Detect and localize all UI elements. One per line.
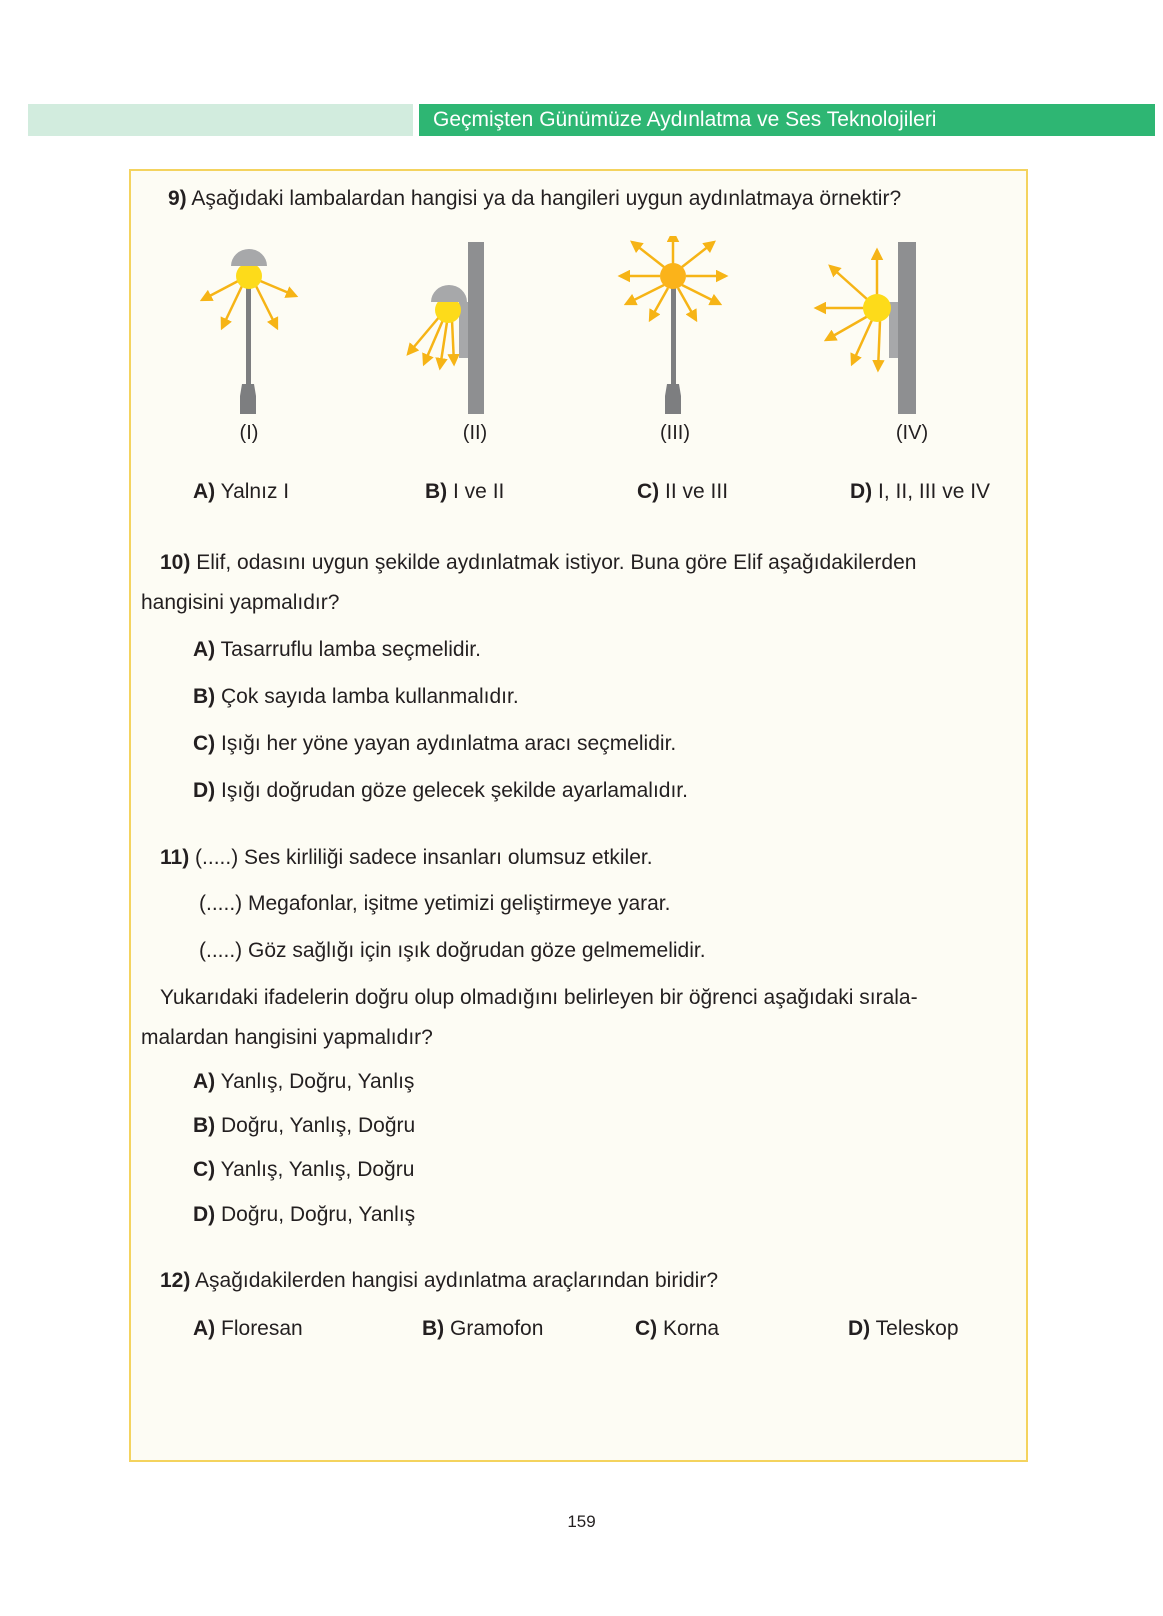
lamp-iv xyxy=(816,242,916,414)
q10-option-c[interactable]: C) Işığı her yöne yayan aydınlatma aracı seçmelidir. xyxy=(193,732,677,755)
header-left-band xyxy=(28,104,413,136)
page-number: 159 xyxy=(567,1512,596,1531)
q11-option-b[interactable]: B) Doğru, Yanlış, Doğru xyxy=(193,1114,416,1137)
q11-statement-2: (.....) Megafonlar, işitme yetimizi geliştirmeye yarar. xyxy=(199,892,671,915)
lamp-i xyxy=(202,249,296,414)
q10-option-a[interactable]: A) Tasarruflu lamba seçmelidir. xyxy=(193,638,481,661)
question-11: 11) (.....) Ses kirliliği sadece insanları olumsuz etkiler. xyxy=(160,846,653,869)
question-11-stem-line2: malardan hangisini yapmalıdır? xyxy=(141,1026,433,1049)
q12-option-b[interactable]: B) Gramofon xyxy=(422,1317,544,1340)
chapter-title: Geçmişten Günümüze Aydınlatma ve Ses Teknolojileri xyxy=(433,108,937,131)
q12-option-d[interactable]: D) Teleskop xyxy=(848,1317,959,1340)
q11-option-a[interactable]: A) Yanlış, Doğru, Yanlış xyxy=(193,1070,415,1093)
question-12: 12) Aşağıdakilerden hangisi aydınlatma araçlarından biridir? xyxy=(160,1269,719,1292)
q12-option-c[interactable]: C) Korna xyxy=(635,1317,720,1340)
question-11-stem: Yukarıdaki ifadelerin doğru olup olmadığını belirleyen bir öğrenci aşağıdaki sırala- xyxy=(160,986,918,1009)
q11-statement-3: (.....) Göz sağlığı için ışık doğrudan göze gelmemelidir. xyxy=(199,939,706,962)
lamps-figure xyxy=(180,236,1010,426)
lamp-label-iii: (III) xyxy=(660,422,690,444)
q10-option-b[interactable]: B) Çok sayıda lamba kullanmalıdır. xyxy=(193,685,519,708)
q9-option-d[interactable]: D) I, II, III ve IV xyxy=(850,480,991,503)
question-10: 10) Elif, odasını uygun şekilde aydınlatmak istiyor. Buna göre Elif aşağıdakilerden xyxy=(160,551,917,574)
q11-option-c[interactable]: C) Yanlış, Yanlış, Doğru xyxy=(193,1158,415,1181)
lamp-iii xyxy=(620,236,726,414)
question-10-line2: hangisini yapmalıdır? xyxy=(141,591,340,614)
q11-option-d[interactable]: D) Doğru, Doğru, Yanlış xyxy=(193,1203,416,1226)
q10-option-d[interactable]: D) Işığı doğrudan göze gelecek şekilde ayarlamalıdır. xyxy=(193,779,688,802)
q12-option-a[interactable]: A) Floresan xyxy=(193,1317,303,1340)
header-band xyxy=(419,104,1155,136)
q9-option-b[interactable]: B) I ve II xyxy=(425,480,505,503)
lamp-label-i: (I) xyxy=(239,422,259,444)
question-9: 9) Aşağıdaki lambalardan hangisi ya da hangileri uygun aydınlatmaya örnektir? xyxy=(168,187,902,210)
lamp-label-ii: (II) xyxy=(462,422,488,444)
q9-option-c[interactable]: C) II ve III xyxy=(637,480,729,503)
lamp-ii xyxy=(408,242,484,414)
q9-option-a[interactable]: A) Yalnız I xyxy=(193,480,290,503)
lamp-label-iv: (IV) xyxy=(895,422,929,444)
